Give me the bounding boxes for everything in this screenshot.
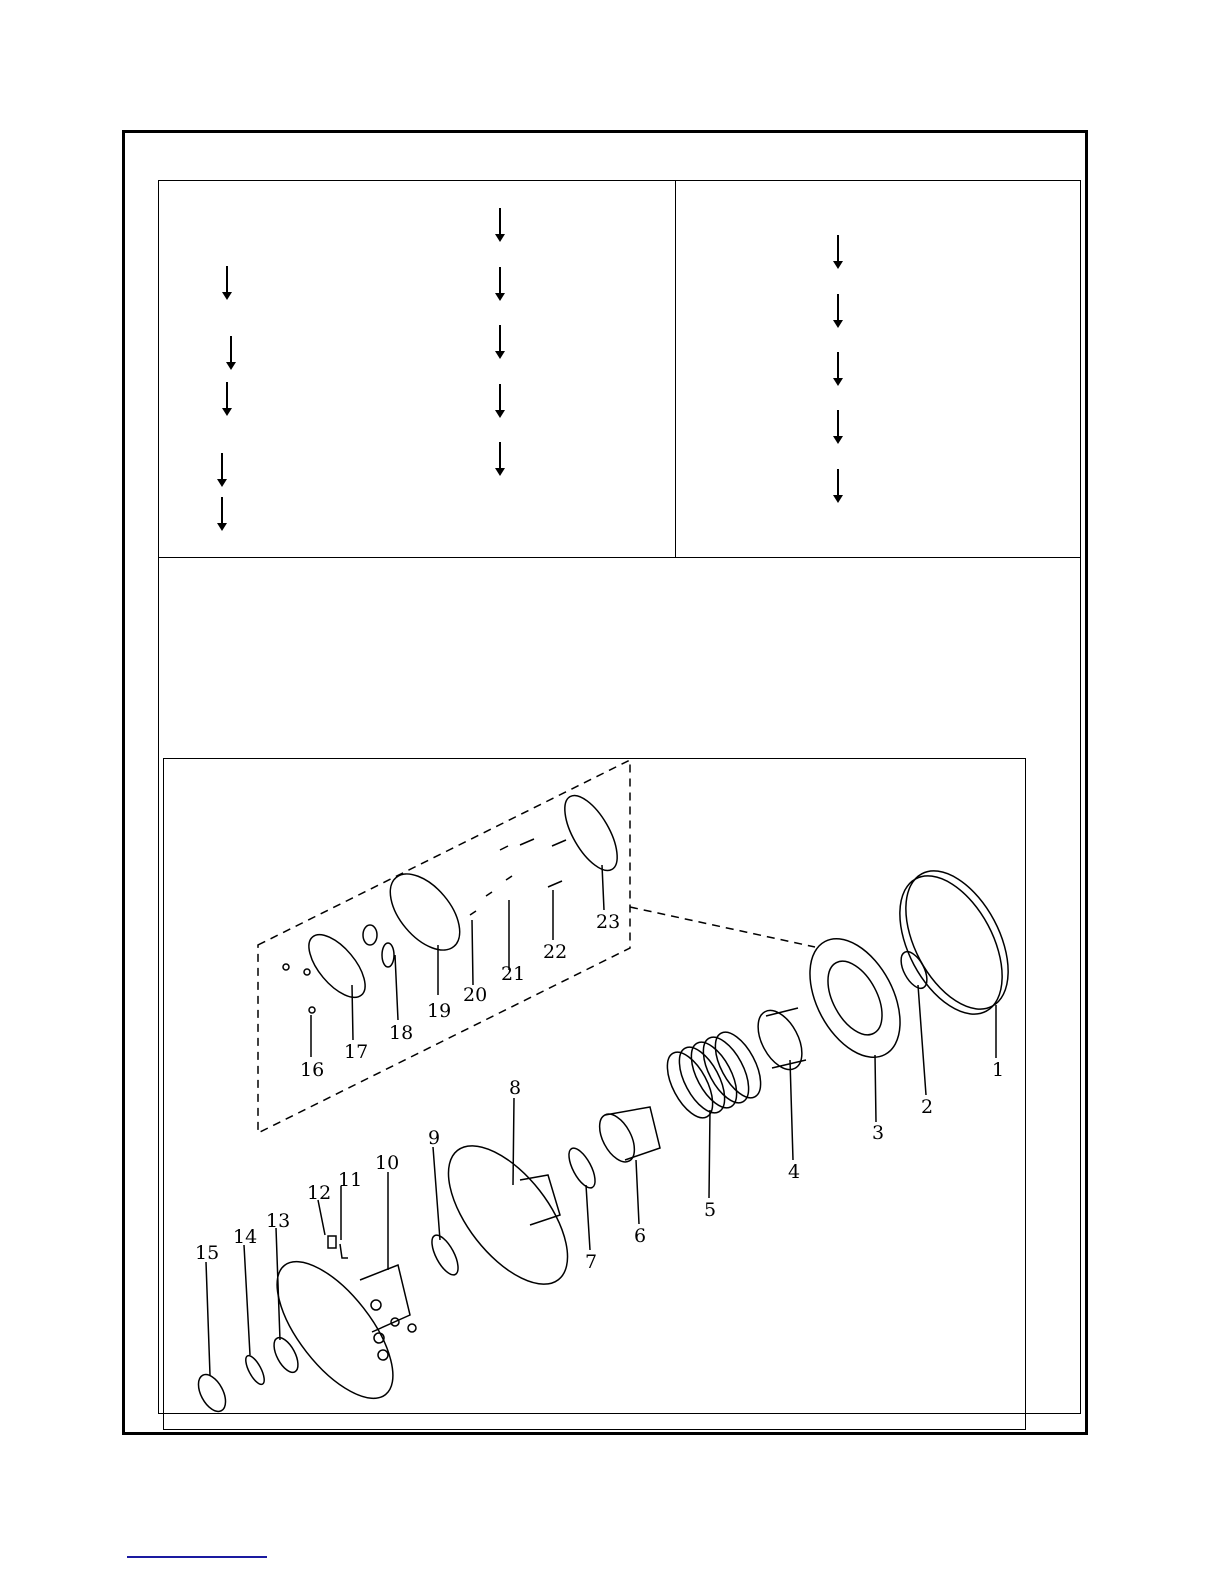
callout-14: 14 [233, 1226, 258, 1248]
part-11-key [340, 1244, 348, 1258]
part-5-spring [658, 1025, 770, 1125]
callout-12: 12 [307, 1182, 332, 1204]
callout-16: 16 [300, 1059, 325, 1081]
callout-11: 11 [338, 1169, 363, 1191]
callout-8: 8 [509, 1077, 522, 1099]
callout-13: 13 [266, 1210, 291, 1232]
part-15-bearing [193, 1370, 231, 1416]
part-12-pin [328, 1236, 336, 1248]
footer-link-underline[interactable] [127, 1556, 267, 1558]
callout-7: 7 [585, 1251, 598, 1273]
callout-22: 22 [543, 941, 568, 963]
callout-21: 21 [501, 963, 526, 985]
part-18-spring [382, 943, 394, 967]
callout-5: 5 [704, 1199, 717, 1221]
part-19-shoe [377, 861, 473, 962]
part-6-guide [592, 1108, 641, 1167]
callout-3: 3 [872, 1122, 885, 1144]
callout-18: 18 [389, 1022, 414, 1044]
part-1-drum [885, 854, 1030, 1026]
part-14-clip [242, 1353, 268, 1387]
callout-1: 1 [992, 1059, 1005, 1081]
part-9-seal [427, 1231, 464, 1278]
callout-20: 20 [463, 984, 488, 1006]
callout-9: 9 [428, 1127, 441, 1149]
callout-17: 17 [344, 1041, 369, 1063]
callout-6: 6 [634, 1225, 647, 1247]
callout-2: 2 [921, 1096, 934, 1118]
part-8-sheave [426, 1126, 590, 1304]
callout-23: 23 [596, 911, 621, 933]
callout-15: 15 [195, 1242, 220, 1264]
part-7-seal [564, 1144, 601, 1191]
callout-10: 10 [375, 1152, 400, 1174]
callout-19: 19 [427, 1000, 452, 1022]
callout-4: 4 [788, 1161, 801, 1183]
part-23-plate [554, 788, 627, 879]
